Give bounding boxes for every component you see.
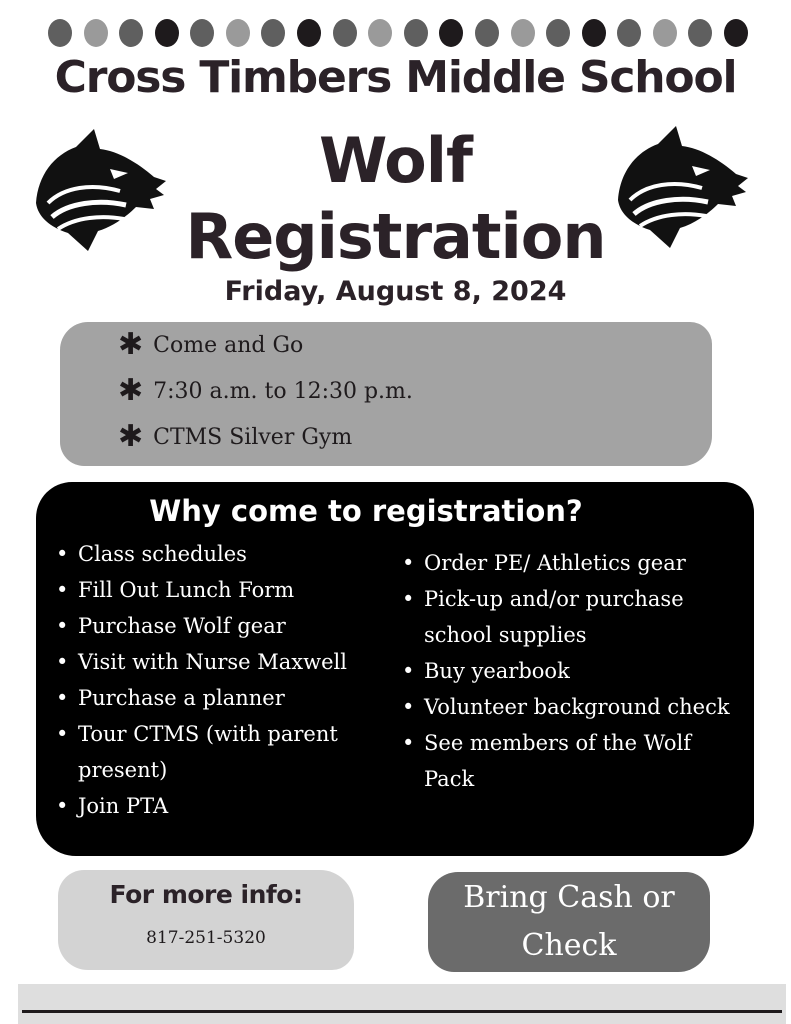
detail-time: [118, 373, 413, 408]
list-item: • Class schedules: [56, 536, 386, 572]
list-item: • Join PTA: [56, 788, 386, 824]
decorative-dot: [333, 19, 357, 47]
list-item: • Purchase Wolf gear: [56, 608, 386, 644]
payment-line1: Bring Cash or: [463, 880, 675, 915]
reasons-list-right: [402, 545, 742, 797]
list-item: • Purchase a planner: [56, 680, 386, 716]
contact-phone: 817-251-5320: [146, 928, 266, 948]
decorative-dot: [546, 19, 570, 47]
decorative-dot: [688, 19, 712, 47]
list-item: • Buy yearbook: [402, 653, 742, 689]
list-item: • Tour CTMS (with parent present): [56, 716, 386, 788]
contact-title: For more info:: [109, 880, 303, 909]
list-item: • Fill Out Lunch Form: [56, 572, 386, 608]
list-item: • Volunteer background check: [402, 689, 742, 725]
payment-box: [428, 872, 710, 972]
contact-box: [58, 870, 354, 970]
list-item: • See members of the Wolf Pack: [402, 725, 742, 797]
decorative-dot: [155, 19, 179, 47]
decorative-dot: [404, 19, 428, 47]
why-box: [36, 482, 754, 856]
decorative-dot: [475, 19, 499, 47]
list-item: • Pick-up and/or purchase school supplies: [402, 581, 742, 653]
asterisk-icon: ✱: [118, 373, 144, 408]
decorative-dot: [226, 19, 250, 47]
detail-text: 7:30 a.m. to 12:30 p.m.: [153, 378, 413, 404]
asterisk-icon: ✱: [118, 419, 144, 454]
decorative-dot: [439, 19, 463, 47]
footer-divider: [22, 1010, 782, 1013]
reasons-list-left: [56, 536, 386, 824]
decorative-dot: [48, 19, 72, 47]
why-heading: Why come to registration?: [149, 494, 583, 528]
decorative-dot: [617, 19, 641, 47]
title-wolf: Wolf: [319, 124, 472, 197]
detail-text: Come and Go: [153, 332, 304, 358]
footer-band: [18, 984, 786, 1024]
school-name: Cross Timbers Middle School: [54, 52, 737, 103]
detail-location: [118, 419, 353, 454]
decorative-dot: [511, 19, 535, 47]
detail-come-and-go: [118, 327, 304, 362]
decorative-dot: [84, 19, 108, 47]
decorative-dot: [297, 19, 321, 47]
list-item: • Visit with Nurse Maxwell: [56, 644, 386, 680]
decorative-dots: [48, 18, 748, 48]
decorative-dot: [119, 19, 143, 47]
decorative-dot: [190, 19, 214, 47]
payment-line2: Check: [521, 928, 617, 963]
asterisk-icon: ✱: [118, 327, 144, 362]
list-item: • Order PE/ Athletics gear: [402, 545, 742, 581]
decorative-dot: [261, 19, 285, 47]
detail-text: CTMS Silver Gym: [153, 424, 353, 450]
decorative-dot: [653, 19, 677, 47]
details-box: [60, 322, 712, 466]
decorative-dot: [724, 19, 748, 47]
event-date: Friday, August 8, 2024: [224, 276, 567, 307]
decorative-dot: [368, 19, 392, 47]
title-registration: Registration: [185, 200, 606, 273]
decorative-dot: [582, 19, 606, 47]
